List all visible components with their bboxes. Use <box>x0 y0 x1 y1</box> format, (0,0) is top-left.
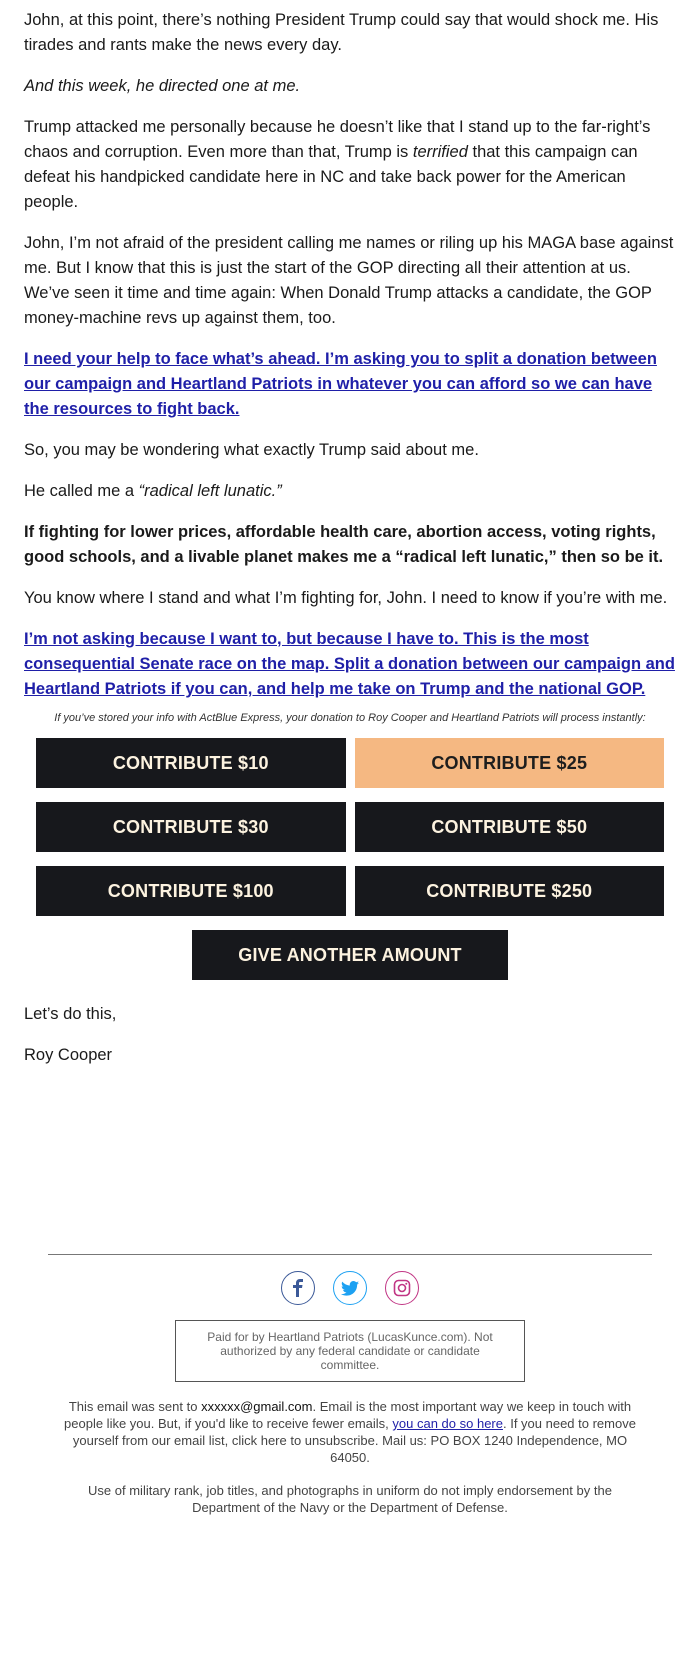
paragraph-7: If fighting for lower prices, affordable health care, abortion access, voting rights, good schools, and a livable planet makes me a “radical left lunatic,” then so be it. <box>24 523 664 566</box>
instagram-icon[interactable] <box>385 1271 419 1305</box>
contribute-25-button[interactable]: CONTRIBUTE $25 <box>355 738 665 788</box>
paragraph-6-quote: “radical left lunatic.” <box>138 482 282 500</box>
donate-link-1[interactable]: I need your help to face what’s ahead. I’m asking you to split a donation between our campaign and Heartland Patriots in whatever you can afford so we can have the resources to fight back. <box>24 350 657 418</box>
donation-buttons <box>0 738 700 916</box>
signature <box>0 1002 700 1068</box>
paragraph-1: John, at this point, there’s nothing President Trump could say that would shock me. His tirades and rants make the news every day. <box>24 11 659 54</box>
social-links <box>0 1271 700 1305</box>
paragraph-8: You know where I stand and what I’m fighting for, John. I need to know if you’re with me. <box>24 589 668 607</box>
paragraph-6-start: He called me a <box>24 482 139 500</box>
fewer-emails-link[interactable]: you can do so here <box>392 1416 503 1431</box>
paid-for-disclaimer: Paid for by Heartland Patriots (LucasKunce.com). Not authorized by any federal candidate or candidate committee. <box>175 1320 525 1382</box>
paragraph-4: John, I’m not afraid of the president calling me names or riling up his MAGA base against me. But I know that this is just the start of the GOP directing all their attention at us. We’ve seen it time and time again: When Donald Trump attacks a candidate, the GOP money-machine revs up against them, too. <box>24 234 674 327</box>
donate-link-2[interactable]: I’m not asking because I want to, but because I have to. This is the most consequential Senate race on the map. Split a donation between our campaign and Heartland Patriots if you can, and help me take on Trump and the national GOP. <box>24 630 675 698</box>
contribute-30-button[interactable]: CONTRIBUTE $30 <box>36 802 346 852</box>
paragraph-3-end: that this campaign can defeat his handpicked candidate here in NC and take back power for the American people. <box>24 143 638 211</box>
sent-text-b: . Email is the most important way we keep in touch with people like you. But, if you'd like to receive fewer emails, <box>64 1399 632 1431</box>
footer-text <box>0 1398 700 1466</box>
contribute-100-button[interactable]: CONTRIBUTE $100 <box>36 866 346 916</box>
footer-divider <box>48 1254 652 1255</box>
military-disclaimer: Use of military rank, job titles, and photographs in uniform do not imply endorsement by the Department of the Navy or the Department of Defense. <box>88 1483 612 1515</box>
contribute-50-button[interactable]: CONTRIBUTE $50 <box>355 802 665 852</box>
paragraph-3 <box>24 115 676 215</box>
email-body <box>0 0 700 702</box>
give-another-amount-button[interactable]: GIVE ANOTHER AMOUNT <box>192 930 508 980</box>
paragraph-5: So, you may be wondering what exactly Trump said about me. <box>24 441 479 459</box>
actblue-note: If you’ve stored your info with ActBlue Express, your donation to Roy Cooper and Heartland Patriots will process instantly: <box>54 712 646 724</box>
signer-name: Roy Cooper <box>24 1046 113 1064</box>
facebook-icon[interactable] <box>281 1271 315 1305</box>
contribute-10-button[interactable]: CONTRIBUTE $10 <box>36 738 346 788</box>
closing-line: Let’s do this, <box>24 1005 117 1023</box>
contribute-250-button[interactable]: CONTRIBUTE $250 <box>355 866 665 916</box>
paragraph-3-emphasis: terrified <box>412 143 468 161</box>
sent-text-c: . If you need to remove yourself from our email list, click here to unsubscribe. Mail us: PO BOX 1240 Independence, MO 64050. <box>72 1416 636 1465</box>
twitter-icon[interactable] <box>333 1271 367 1305</box>
paragraph-3-start: Trump attacked me personally because he doesn’t like that I stand up to the far-right’s chaos and corruption. Even more than that, Trump is <box>24 118 651 161</box>
sent-text-a: This email was sent to <box>68 1399 202 1414</box>
paragraph-2: And this week, he directed one at me. <box>24 77 301 95</box>
recipient-email: xxxxxx@gmail.com <box>201 1399 313 1414</box>
paragraph-6 <box>24 479 676 504</box>
